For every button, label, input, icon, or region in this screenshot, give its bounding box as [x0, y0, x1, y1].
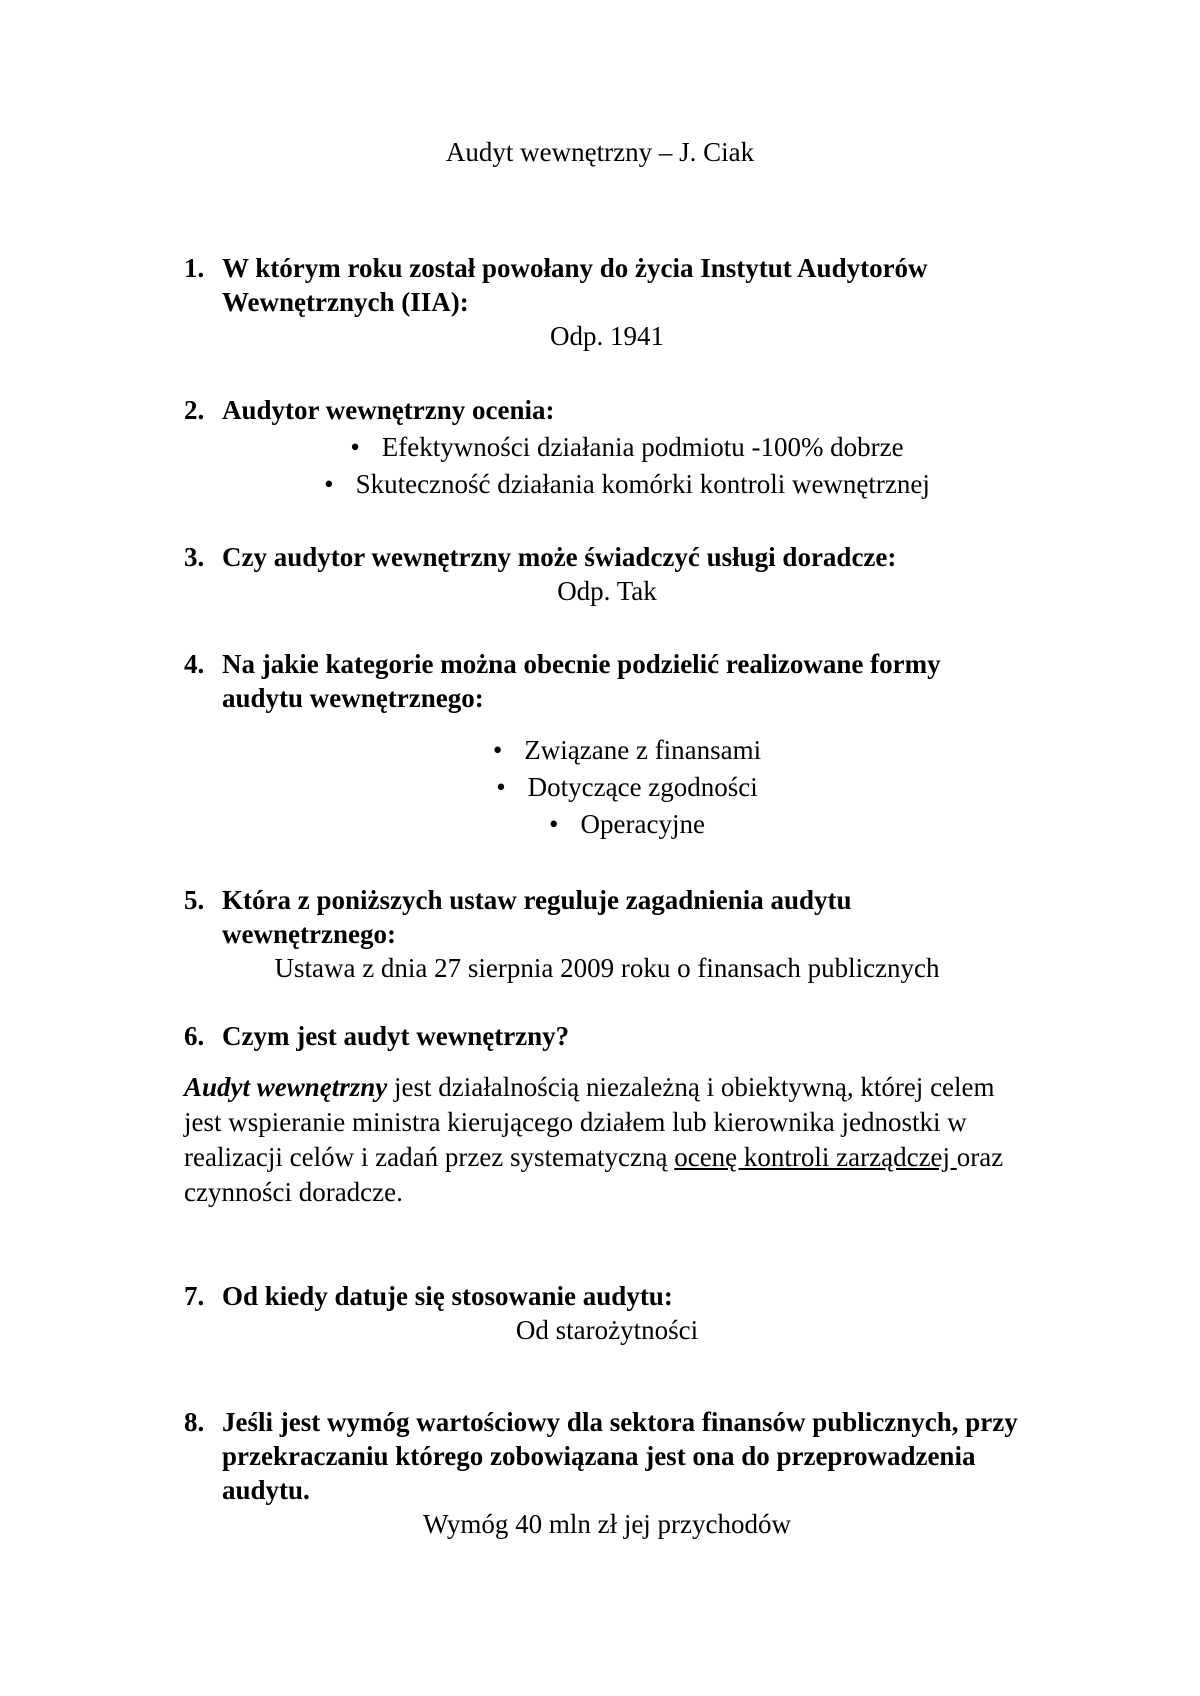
- question-7-text: [222, 1279, 673, 1313]
- question-6-line: Czym jest audyt wewnętrzny?: [222, 1021, 570, 1051]
- question-8-line: przekraczaniu którego zobowiązana jest ona do przeprowadzenia: [222, 1441, 976, 1471]
- document-title: Audyt wewnętrzny – J. Ciak: [445, 137, 755, 167]
- question-block-1: [184, 251, 1070, 353]
- bullet-icon: •: [324, 469, 334, 499]
- answer-8: Wymóg 40 mln zł jej przychodów: [422, 1509, 792, 1539]
- question-8: [184, 1405, 1070, 1507]
- bullet-item: [184, 733, 1070, 767]
- question-7-line: Od kiedy datuje się stosowanie audytu:: [222, 1281, 673, 1311]
- definition-text: jest działalnością niezależną i obiektywną, której celem: [387, 1072, 995, 1102]
- question-4: [184, 647, 1070, 715]
- question-1-line: Wewnętrznych (IIA):: [222, 287, 469, 317]
- question-block-8: [184, 1405, 1070, 1541]
- definition-line: [184, 1070, 1070, 1105]
- question-2-text: [222, 393, 554, 427]
- question-5-number: 5.: [184, 885, 205, 915]
- question-2: [184, 393, 1070, 427]
- question-8-text: [222, 1405, 1018, 1507]
- question-2-line: Audytor wewnętrzny ocenia:: [222, 395, 555, 425]
- question-1: [184, 251, 1070, 319]
- bullet-item: [184, 807, 1070, 841]
- question-8-line: audytu.: [222, 1475, 310, 1505]
- question-5-line: Która z poniższych ustaw reguluje zagadnienia audytu: [222, 885, 852, 915]
- question-6-number: 6.: [184, 1021, 205, 1051]
- question-3-line: Czy audytor wewnętrzny może świadczyć usługi doradcze:: [222, 542, 897, 572]
- question-block-7: [184, 1279, 1070, 1347]
- question-4-text: [222, 647, 941, 715]
- question-block-6: [184, 1019, 1070, 1053]
- question-1-text: [222, 251, 928, 319]
- question-block-3: [184, 540, 1070, 608]
- bullet-icon: •: [549, 809, 559, 839]
- definition-text: realizacji celów i zadań przez systematyczną: [184, 1142, 675, 1172]
- question-block-2: [184, 393, 1070, 501]
- definition-line: czynności doradcze.: [184, 1177, 403, 1207]
- question-4-line: Na jakie kategorie można obecnie podzielić realizowane formy: [222, 649, 941, 679]
- question-5-text: [222, 883, 852, 951]
- answer-5: Ustawa z dnia 27 sierpnia 2009 roku o finansach publicznych: [274, 953, 940, 983]
- definition-line: jest wspieranie ministra kierującego działem lub kierownika jednostki w: [184, 1107, 967, 1137]
- bullet-item-text: Dotyczące zgodności: [527, 772, 758, 802]
- answer-2-bullet-list: [184, 430, 1070, 501]
- definition-text: oraz: [956, 1142, 1004, 1172]
- question-5: [184, 883, 1070, 951]
- question-2-number: 2.: [184, 395, 205, 425]
- question-block-5: [184, 883, 1070, 985]
- question-3-number: 3.: [184, 542, 205, 572]
- question-block-4: [184, 647, 1070, 841]
- question-1-line: W którym roku został powołany do życia Instytut Audytorów: [222, 253, 928, 283]
- answer-3: Odp. Tak: [557, 576, 657, 606]
- question-7: [184, 1279, 1070, 1313]
- question-5-line: wewnętrznego:: [222, 919, 396, 949]
- answer-1: Odp. 1941: [550, 321, 664, 351]
- definition-paragraph: [184, 1070, 1070, 1210]
- question-3: [184, 540, 1070, 574]
- bullet-item-text: Skuteczność działania komórki kontroli wewnętrznej: [355, 469, 930, 499]
- question-1-number: 1.: [184, 253, 205, 283]
- bullet-icon: •: [350, 432, 360, 462]
- bullet-item-text: Związane z finansami: [524, 735, 762, 765]
- definition-line: [184, 1140, 1070, 1175]
- question-6-text: [222, 1019, 569, 1053]
- bullet-item-text: Efektywności działania podmiotu -100% dobrze: [381, 432, 904, 462]
- bullet-icon: •: [496, 772, 506, 802]
- definition-term: Audyt wewnętrzny: [184, 1072, 388, 1102]
- bullet-item-text: Operacyjne: [580, 809, 705, 839]
- answer-4-bullet-list: [184, 733, 1070, 841]
- answer-7: Od starożytności: [515, 1315, 699, 1345]
- question-6: [184, 1019, 1070, 1053]
- bullet-icon: •: [492, 735, 503, 765]
- question-7-number: 7.: [184, 1281, 205, 1311]
- question-4-number: 4.: [184, 649, 205, 679]
- bullet-item: [184, 770, 1070, 804]
- bullet-item: [184, 430, 1070, 464]
- definition-underlined-text: ocenę kontroli zarządczej: [674, 1142, 957, 1172]
- question-8-number: 8.: [184, 1407, 205, 1437]
- question-4-line: audytu wewnętrznego:: [222, 683, 484, 713]
- question-3-text: [222, 540, 896, 574]
- bullet-item: [184, 467, 1070, 501]
- question-8-line: Jeśli jest wymóg wartościowy dla sektora finansów publicznych, przy: [222, 1407, 1018, 1437]
